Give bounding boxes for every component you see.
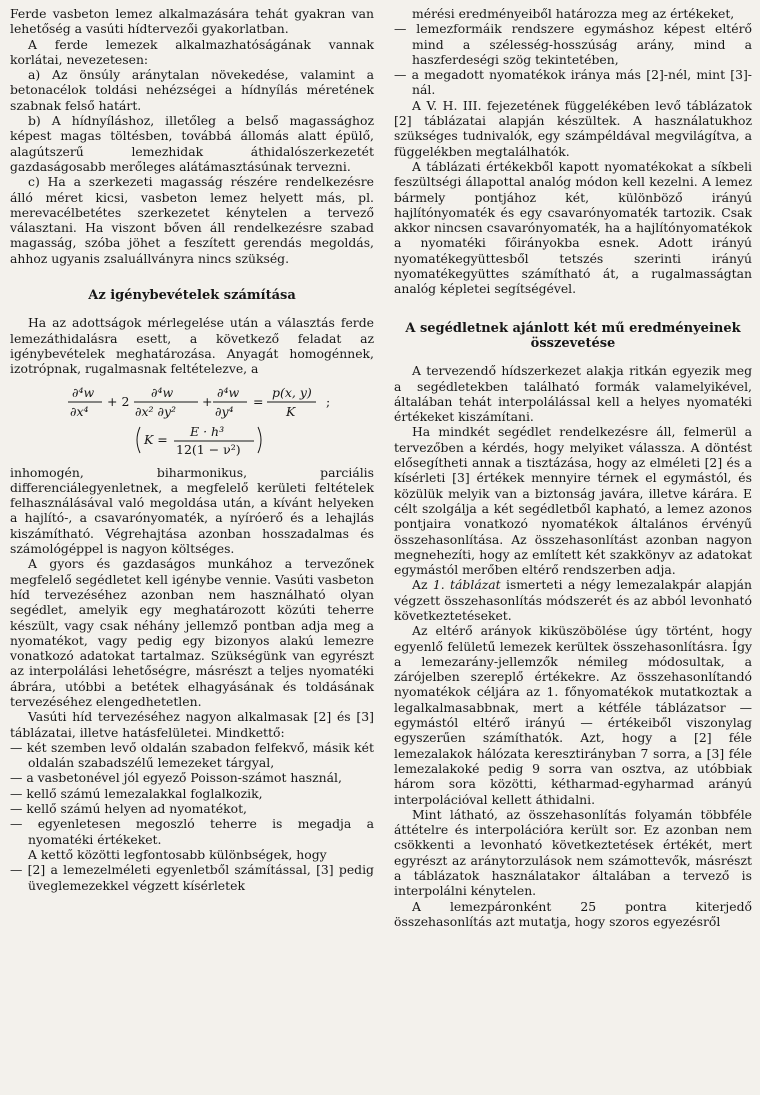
eq-rhs-num: p(x, y) — [272, 384, 312, 400]
right-column — [394, 6, 752, 929]
paragraph — [394, 577, 752, 623]
paragraph: Ha az adottságok mérlegelése után a választás ferde lemezáthidalásra esett, a következő feladat az igénybevételek meghatározása. Anyagát homogénnek, izotrópnak, rugalmasnak feltételezve, a — [10, 315, 374, 377]
eq-term2-num: ∂⁴w — [151, 384, 174, 400]
paragraph: A gyors és gazdaságos munkához a tervezőnek megfelelő segédletet kell igénybe vennie. Vasúti vasbeton híd tervezéséhez azonban nem használható olyan segédlet, amelyik egy meghatározott közúti teherre készült, vagy csak néhány jellemző pontban adja meg a nyomatékot, vagy pedig egy bizonyos alakú lemezre vonatkozó adatokat tartalmaz. Szükségünk van egyrészt az interpolálási lehetőségre, másrészt a teljes nyomatéki ábrára, utóbbi a betétek elhagyásának és toldásának tervezéséhez elengedhetetlen. — [10, 556, 374, 709]
eq-rhs-den: K — [286, 403, 296, 419]
paragraph: mérési eredményeiből határozza meg az értékeket, — [412, 6, 735, 21]
paragraph-item-a: a) Az önsúly aránytalan növekedése, valamint a betonacélok toldási nehézségei a hídnyílás méretének szabnak felső határt. — [10, 67, 374, 113]
paragraph: A ferde lemezek alkalmazhatóságának vannak korlátai, nevezetesen: — [10, 36, 374, 67]
paragraph: A lemezpáronként 25 pontra kiterjedő összehasonlítás azt mutatja, hogy szoros egyezésről — [394, 898, 752, 929]
paragraph: A tervezendő hídszerkezet alakja ritkán egyezik meg a segédletekben található formák valamelyikével, általában tehát interpolálással kell a helyes nyomatéki értékeket kiszámítani. — [394, 363, 752, 425]
text-run: Az — [412, 577, 433, 593]
paragraph-item-b: b) A hídnyíláshoz, illetőleg a belső magassághoz képest magas töltésben, továbbá állomás alatt épülő, alagútszerű lemezhidak áthidalószerkezetét gazdaságosabb merőleges alátámasztásúnak tervezni. — [10, 113, 374, 174]
eq-k-den: 12(1 − ν²) — [176, 441, 241, 457]
list-item: — lemezformáik rendszere egymáshoz képest eltérő mind a szélesség-hosszúság arány, mind a haszferdeségi szög tekintetében, — [394, 21, 752, 67]
paragraph: A V. H. III. fejezetének függelékében levő táblázatok [2] táblázatai alapján készültek. A használatukhoz szükséges tudnivalók, egy számpéldával megvilágítva, a függelékben megtalálhatók. — [394, 97, 752, 159]
eq-semicolon: ; — [326, 393, 331, 409]
paragraph: Ferde vasbeton lemez alkalmazására tehát gyakran van lehetőség a vasúti hídtervezői gyakorlatban. — [10, 6, 374, 37]
eq-k-num: E · h³ — [190, 423, 225, 439]
eq-term3-den: ∂y⁴ — [215, 403, 234, 419]
paragraph: inhomogén, biharmonikus, parciális differenciálegyenletnek, a megfelelő kerületi feltételek felhasználásával való megoldása után, a kívánt helyeken a hajlító-, a csavarónyomaték, a nyíróerő és a lehajlás kiszámítható. Végrehajtása azonban hosszadalmas és számológéppel is nagyon költséges. — [10, 464, 374, 557]
eq-equals: = — [253, 393, 264, 409]
table-reference: 1. táblázat — [432, 577, 501, 593]
list-item: — [2] a lemezelméleti egyenletből számítással, [3] pedig üveglemezekkel végzett kísérletek — [10, 862, 374, 893]
paragraph: Mint látható, az összehasonlítás folyamán többféle áttételre és interpolációra került sor. Ez azonban nem csökkenti a levonható következtetések értékét, mert egyrészt az aránytorzulások nem számottevők, másrészt a táblázatok használatakor általában a tervező is interpolálni kénytelen. — [394, 806, 752, 899]
list-item: — két szemben levő oldalán szabadon felfekvő, másik két oldalán szabadszélű lemezeket tárgyal, — [10, 739, 374, 771]
eq-plus: + 2 — [107, 393, 130, 409]
text-run: ismerteti a négy lemezalakpár alapján végzett összehasonlítás módszerét és az abból levonható következtetéseket. — [394, 577, 752, 623]
list-item: — a vasbetonével jól egyező Poisson-számot használ, — [10, 770, 342, 786]
eq-term1-num: ∂⁴w — [72, 384, 95, 400]
eq-k-lhs: K = — [144, 431, 168, 447]
eq-plus: + — [202, 393, 213, 409]
paragraph: Ha mindkét segédlet rendelkezésre áll, felmerül a tervezőben a kérdés, hogy melyiket válassza. A döntést elősegítheti annak a tisztázása, hogy az elméleti [2] és a kísérleti [3] értékek mennyire térnek el egymástól, és közülük melyik van a biztonság javára, illetve kárára. E célt szolgálja a két segédletből kapható, a lemez azonos pontjaira vonatkozó nyomatékok általános érvényű összehasonlítása. Az összehasonlítást azonban nagyon megnehezíti, hogy az említett két szakkönyv az adatokat egymástól merőben eltérő rendszerben adja. — [394, 424, 752, 578]
left-column — [10, 6, 374, 893]
list-item: — kellő számú helyen ad nyomatékot, — [10, 801, 247, 817]
paragraph: Az eltérő arányok kiküszöbölése úgy történt, hogy egyenlő felületű lemezek kerültek összehasonlításra. Így a lemezarány-jellemzők némileg módosultak, a zárójelben szereplő értékekre. Az összehasonlítandó nyomatékok céljára az 1. főnyomatékok mutatkoztak a legalkalmasabbnak, mert a kétféle táblázatsor — egymástól eltérő irányú — értékeiből viszonylag egyszerűen számíthatók. Azt, hogy a [2] féle lemezalakok hálózata keresztirányban 7 sorra, a [3] féle lemezalakoké pedig 9 sorra van osztva, az utóbbiak három sora közötti, kétharmad-egyharmad arányú interpolációval kellett áthidalni. — [394, 623, 752, 807]
eq-term2-den: ∂x² ∂y² — [135, 403, 177, 419]
paragraph-item-c: c) Ha a szerkezeti magasság részére rendelkezésre álló méret kicsi, vasbeton lemez helyett más, pl. merevacélbetétes szerkezetet kénytelen a tervező választani. Ha viszont bőven áll rendelkezésre szabad magasság, szóba jöhet a feszített gerendás megoldás, ahhoz ugyanis zsaluállványra nincs szükség. — [10, 174, 374, 266]
paragraph: A kettő közötti legfontosabb különbségek, hogy — [28, 846, 327, 862]
paragraph: A táblázati értékekből kapott nyomatékokat a síkbeli feszültségi állapottal analóg módon kell kezelni. A lemez bármely pontjához két, különböző irányú hajlítónyomaték és egy csavarónyomaték tartozik. Csak akkor nincsen csavarónyomaték, ha a hajlítónyomatékok a nyomatéki főirányokba esnek. Adott irányú nyomatékegyüttesből tetszés szerinti irányú nyomatékegyüttes számítható át, a rugalmasságtan analóg képletei segítségével. — [394, 158, 752, 297]
list-item: — egyenletesen megoszló teherre is megadja a nyomatéki értékeket. — [10, 816, 374, 847]
section-heading: Az igénybevételek számítása — [88, 288, 296, 304]
section-heading: A segédletnek ajánlott két mű eredményeinek összevetése — [405, 320, 741, 351]
eq-term1-den: ∂x⁴ — [70, 403, 89, 419]
list-item: — a megadott nyomatékok iránya más [2]-nél, mint [3]-nál. — [394, 67, 752, 98]
paragraph: Vasúti híd tervezéséhez nagyon alkalmasak [2] és [3] táblázatai, illetve hatásfelületei. Mindkettő: — [10, 709, 374, 740]
list-item: — kellő számú lemezalakkal foglalkozik, — [10, 785, 263, 801]
eq-term3-num: ∂⁴w — [217, 384, 240, 400]
plate-equation — [10, 383, 374, 457]
